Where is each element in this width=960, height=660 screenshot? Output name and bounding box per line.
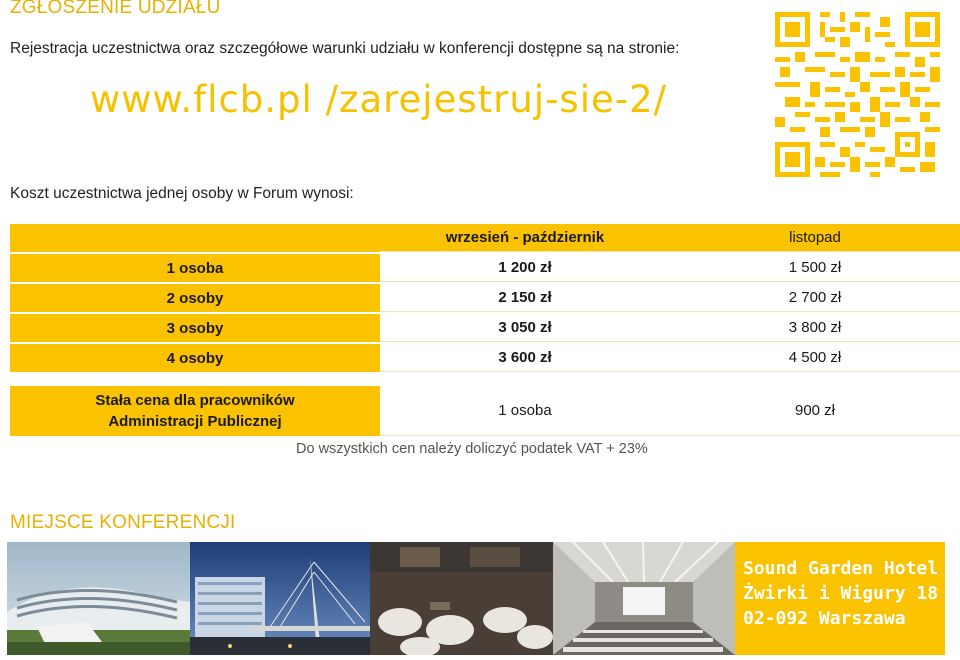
- venue-address: [735, 542, 945, 655]
- table-row: [10, 344, 960, 372]
- registration-intro: Rejestracja uczestnictwa oraz szczegółowe warunki udziału w konferencji dostępne są na stronie:: [10, 40, 680, 57]
- special-label-line1: Stała cena dla pracowników: [95, 392, 295, 409]
- hotel-exterior-photo: [7, 542, 190, 655]
- price-nov: 3 800 zł: [670, 314, 960, 342]
- special-price-row: [10, 386, 960, 436]
- address-line3: 02-092 Warszawa: [743, 608, 906, 629]
- price-table-header: [10, 224, 960, 252]
- special-label-line2: Administracji Publicznej: [108, 413, 282, 430]
- row-label: 3 osoby: [10, 314, 380, 342]
- price-sep-oct: 1 200 zł: [380, 254, 670, 282]
- special-label: [10, 386, 380, 436]
- table-row: [10, 314, 960, 342]
- registration-url-link[interactable]: www.flcb.pl /zarejestruj-sie-2/: [90, 78, 668, 121]
- address-line1: Sound Garden Hotel: [743, 558, 939, 579]
- row-label: 1 osoba: [10, 254, 380, 282]
- cost-text: Koszt uczestnictwa jednej osoby w Forum wynosi:: [10, 185, 354, 202]
- price-nov: 4 500 zł: [670, 344, 960, 372]
- price-sep-oct: 3 600 zł: [380, 344, 670, 372]
- table-gap: [10, 374, 960, 384]
- lounge-photo: [370, 542, 553, 655]
- venue-title: MIEJSCE KONFERENCJI: [10, 512, 236, 533]
- qr-code-icon: [775, 12, 940, 177]
- registration-title: ZGŁOSZENIE UDZIAŁU: [10, 0, 221, 18]
- header-sep-oct: wrzesień - październik: [380, 224, 670, 252]
- venue-photos: [7, 542, 945, 655]
- price-sep-oct: 2 150 zł: [380, 284, 670, 312]
- table-row: [10, 254, 960, 282]
- header-empty: [10, 224, 380, 252]
- bridge-photo: [190, 542, 370, 655]
- header-nov: listopad: [670, 224, 960, 252]
- address-line2: Żwirki i Wigury 18: [743, 583, 939, 604]
- table-row: [10, 284, 960, 312]
- special-price: 900 zł: [670, 386, 960, 436]
- special-persons: 1 osoba: [380, 386, 670, 436]
- price-sep-oct: 3 050 zł: [380, 314, 670, 342]
- row-label: 2 osoby: [10, 284, 380, 312]
- vat-note: Do wszystkich cen należy doliczyć podatek VAT + 23%: [296, 441, 648, 457]
- row-label: 4 osoby: [10, 344, 380, 372]
- price-nov: 1 500 zł: [670, 254, 960, 282]
- conference-hall-photo: [553, 542, 735, 655]
- price-nov: 2 700 zł: [670, 284, 960, 312]
- price-table: [10, 222, 960, 438]
